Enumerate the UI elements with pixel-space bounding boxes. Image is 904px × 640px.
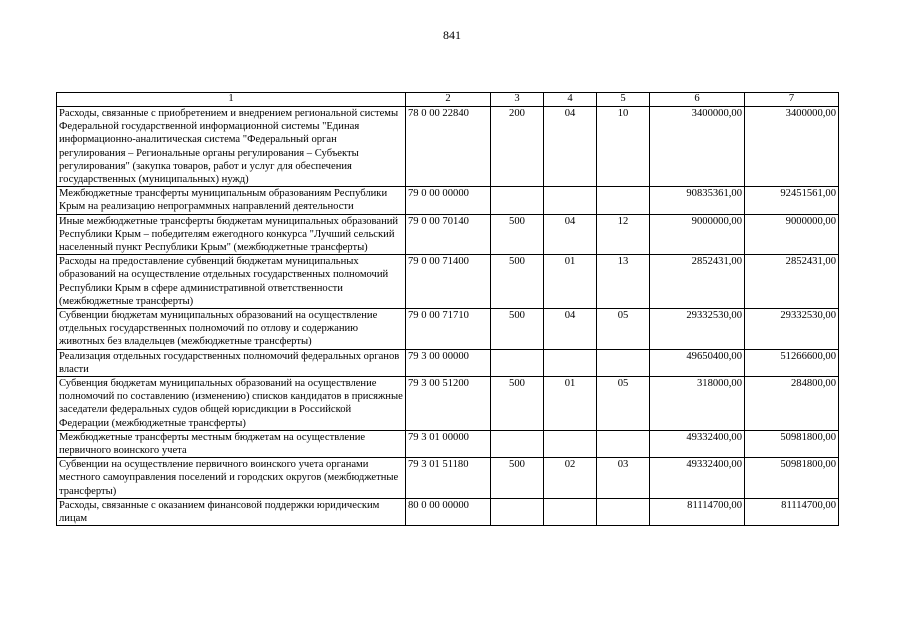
- header-cell: 5: [597, 93, 650, 107]
- expense-type-cell: 500: [491, 458, 544, 499]
- budget-table: [56, 92, 839, 526]
- subsection-cell: [597, 430, 650, 457]
- amount-year2-cell: 284800,00: [745, 377, 839, 431]
- target-code-cell: 79 3 01 51180: [406, 458, 491, 499]
- expense-type-cell: [491, 349, 544, 376]
- section-cell: [544, 349, 597, 376]
- table-row: [57, 187, 839, 214]
- amount-year1-cell: 3400000,00: [650, 107, 745, 187]
- row-name-cell: Расходы, связанные с оказанием финансовой поддержки юридическим лицам: [57, 498, 406, 525]
- section-cell: 04: [544, 309, 597, 350]
- row-name-cell: Реализация отдельных государственных полномочий федеральных органов власти: [57, 349, 406, 376]
- target-code-cell: 79 3 01 00000: [406, 430, 491, 457]
- page-number: 841: [443, 28, 461, 42]
- row-name-cell: Субвенции бюджетам муниципальных образований на осуществление отдельных государственных полномочий по отлову и содержанию животных без владельцев (межбюджетные трансферты): [57, 309, 406, 350]
- subsection-cell: 12: [597, 214, 650, 255]
- amount-year1-cell: 81114700,00: [650, 498, 745, 525]
- expense-type-cell: [491, 498, 544, 525]
- amount-year2-cell: 51266600,00: [745, 349, 839, 376]
- header-cell: 6: [650, 93, 745, 107]
- amount-year1-cell: 49332400,00: [650, 430, 745, 457]
- target-code-cell: 79 0 00 70140: [406, 214, 491, 255]
- subsection-cell: [597, 498, 650, 525]
- subsection-cell: [597, 349, 650, 376]
- amount-year1-cell: 29332530,00: [650, 309, 745, 350]
- row-name-cell: Расходы на предоставление субвенций бюджетам муниципальных образований на осуществление отдельных государственных полномочий Республики Крым в сфере административной ответственности (межбюджетные трансферты): [57, 255, 406, 309]
- amount-year1-cell: 318000,00: [650, 377, 745, 431]
- section-cell: [544, 498, 597, 525]
- header-cell: 2: [406, 93, 491, 107]
- amount-year1-cell: 49650400,00: [650, 349, 745, 376]
- expense-type-cell: 500: [491, 377, 544, 431]
- header-cell: 3: [491, 93, 544, 107]
- target-code-cell: 79 3 00 51200: [406, 377, 491, 431]
- expense-type-cell: [491, 430, 544, 457]
- amount-year1-cell: 9000000,00: [650, 214, 745, 255]
- amount-year2-cell: 92451561,00: [745, 187, 839, 214]
- target-code-cell: 79 0 00 71400: [406, 255, 491, 309]
- header-cell: 1: [57, 93, 406, 107]
- table-row: [57, 255, 839, 309]
- header-cell: 4: [544, 93, 597, 107]
- table-row: [57, 498, 839, 525]
- amount-year2-cell: 50981800,00: [745, 458, 839, 499]
- row-name-cell: Субвенция бюджетам муниципальных образований на осуществление полномочий по составлению (изменению) списков кандидатов в присяжные заседатели федеральных судов общей юрисдикции в Российской Федерации (межбюджетные трансферты): [57, 377, 406, 431]
- subsection-cell: [597, 187, 650, 214]
- amount-year1-cell: 2852431,00: [650, 255, 745, 309]
- target-code-cell: 78 0 00 22840: [406, 107, 491, 187]
- amount-year2-cell: 29332530,00: [745, 309, 839, 350]
- subsection-cell: 03: [597, 458, 650, 499]
- table-row: [57, 309, 839, 350]
- subsection-cell: 10: [597, 107, 650, 187]
- section-cell: 02: [544, 458, 597, 499]
- amount-year2-cell: 2852431,00: [745, 255, 839, 309]
- expense-type-cell: [491, 187, 544, 214]
- amount-year2-cell: 50981800,00: [745, 430, 839, 457]
- expense-type-cell: 500: [491, 255, 544, 309]
- header-row: [57, 93, 839, 107]
- section-cell: [544, 430, 597, 457]
- table-row: [57, 107, 839, 187]
- expense-type-cell: 500: [491, 214, 544, 255]
- target-code-cell: 79 0 00 71710: [406, 309, 491, 350]
- subsection-cell: 05: [597, 309, 650, 350]
- row-name-cell: Иные межбюджетные трансферты бюджетам муниципальных образований Республики Крым – победителям ежегодного конкурса "Лучший сельский населенный пункт Республики Крым" (межбюджетные трансферты): [57, 214, 406, 255]
- row-name-cell: Расходы, связанные с приобретением и внедрением региональной системы Федеральной государственной информационной системы "Единая информационно-аналитическая система "Федеральный орган регулирования – Региональные органы регулирования – Субъекты регулирования" (закупка товаров, работ и услуг для обеспечения государственных (муниципальных) нужд): [57, 107, 406, 187]
- row-name-cell: Субвенции на осуществление первичного воинского учета органами местного самоуправления поселений и городских округов (межбюджетные трансферты): [57, 458, 406, 499]
- section-cell: 04: [544, 214, 597, 255]
- target-code-cell: 79 0 00 00000: [406, 187, 491, 214]
- expense-type-cell: 500: [491, 309, 544, 350]
- table-row: [57, 377, 839, 431]
- row-name-cell: Межбюджетные трансферты муниципальным образованиям Республики Крым на реализацию непрограммных направлений деятельности: [57, 187, 406, 214]
- section-cell: 01: [544, 255, 597, 309]
- section-cell: 04: [544, 107, 597, 187]
- header-cell: 7: [745, 93, 839, 107]
- section-cell: [544, 187, 597, 214]
- row-name-cell: Межбюджетные трансферты местным бюджетам на осуществление первичного воинского учета: [57, 430, 406, 457]
- table-row: [57, 349, 839, 376]
- subsection-cell: 13: [597, 255, 650, 309]
- target-code-cell: 80 0 00 00000: [406, 498, 491, 525]
- table-row: [57, 430, 839, 457]
- amount-year2-cell: 81114700,00: [745, 498, 839, 525]
- expense-type-cell: 200: [491, 107, 544, 187]
- table-row: [57, 458, 839, 499]
- amount-year1-cell: 49332400,00: [650, 458, 745, 499]
- amount-year2-cell: 3400000,00: [745, 107, 839, 187]
- section-cell: 01: [544, 377, 597, 431]
- amount-year1-cell: 90835361,00: [650, 187, 745, 214]
- target-code-cell: 79 3 00 00000: [406, 349, 491, 376]
- table-row: [57, 214, 839, 255]
- amount-year2-cell: 9000000,00: [745, 214, 839, 255]
- subsection-cell: 05: [597, 377, 650, 431]
